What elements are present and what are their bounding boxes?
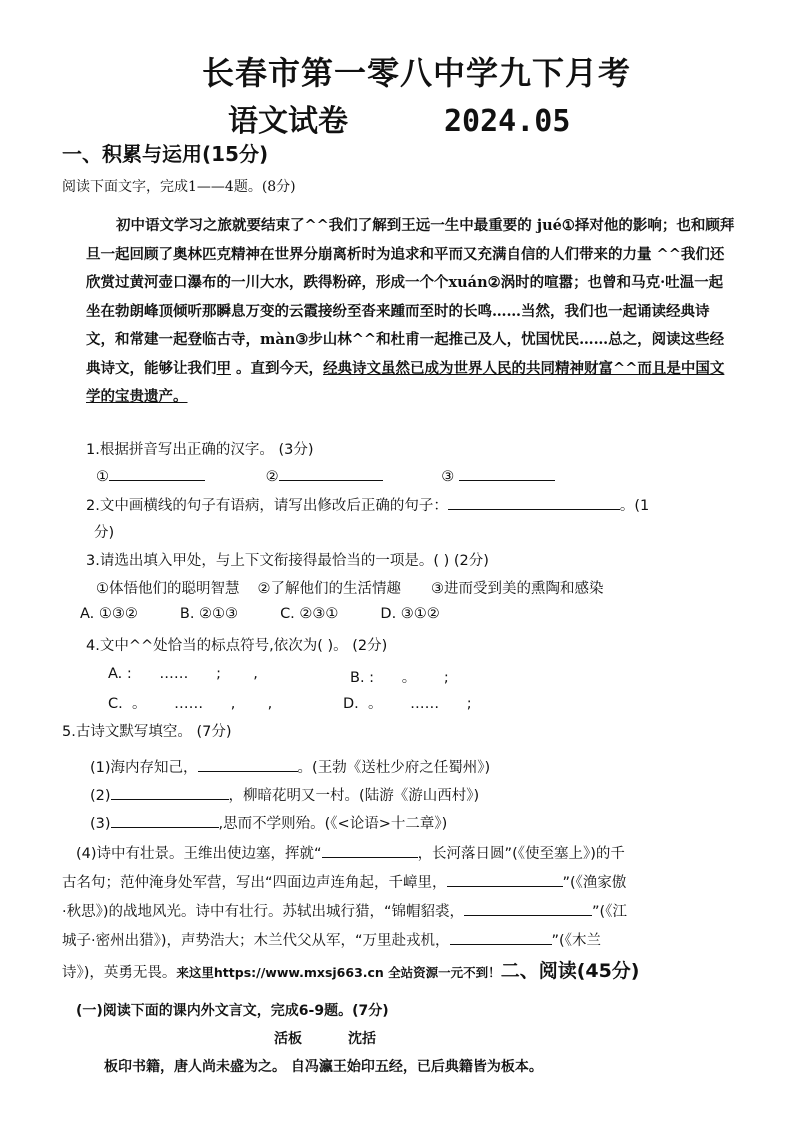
answer-blank-2[interactable]	[279, 466, 383, 481]
section-2-title: 二、阅读(45分)	[500, 960, 640, 982]
answer-blank-q2[interactable]	[448, 495, 620, 510]
poem-blank-1[interactable]	[198, 757, 298, 772]
text-title	[274, 1028, 376, 1048]
poem-blank-4[interactable]	[322, 843, 418, 858]
text-title-name: 活板	[274, 1031, 302, 1047]
poem-blank-6[interactable]	[464, 901, 592, 916]
question-1: 1.根据拼音写出正确的汉字。 (3分)	[86, 442, 314, 458]
exam-date: 2024.05	[444, 104, 571, 139]
poem-line-4: (4)诗中有壮景。王维出使边塞，挥就“ ，长河落日圆”(《使至塞上》)的千	[76, 842, 625, 863]
section-1-title: 一、积累与运用(15分)	[62, 142, 269, 166]
choice-b[interactable]: B. ②①③	[179, 606, 239, 622]
choice-d[interactable]: D. ③①②	[380, 606, 440, 622]
exam-subtitle	[228, 96, 570, 140]
poem-line-8: 诗》)，英勇无畏。来这里https://www.mxsj663.cn 全站资源一元不到！二、阅读(45分)	[62, 960, 640, 982]
passage-underlined-sentence: 经典诗文虽然已成为世界人民的共同精神财富^^而且是中国文学的宝贵遗产。	[86, 359, 725, 405]
classical-text: 板印书籍，唐人尚未盛为之。 自冯瀛王始印五经，已后典籍皆为板本。	[104, 1059, 543, 1075]
answer-blank-3[interactable]	[459, 466, 555, 481]
passage-text-1: 初中语文学习之旅就要结束了^^我们了解到王远一生中最重要的 jué①择对他的影响；也和顾拜旦一起回顾了奥林匹克精神在世界分崩离析时为追求和平而又充满自信的人们带来的力量 ^^我们还欣赏过黄河壶口瀑布的一川大水，跌得粉碎，形成一个个xuán②涡时的喧嚣；也曾和马克·吐温一起坐在勃朗峰顶倾听那瞬息万变的云霞接纷至沓来踵而至时的长鸣……当然，我们也一起诵读经典诗文，和常建一起登临古寺，màn③步山林^^和杜甫一起推己及人，忧国忧民……总之，阅读这些经典诗文，能够让我们	[86, 217, 735, 377]
poem-blank-7[interactable]	[450, 930, 552, 945]
poem-line-1: (1)海内存知己， 。(王勃《送杜少府之任蜀州》)	[90, 756, 490, 777]
choice-c[interactable]: C. ②③①	[280, 606, 339, 622]
question-5: 5.古诗文默写填空。 (7分)	[62, 724, 232, 740]
reading-intro: (一)阅读下面的课内外文言文，完成6-9题。(7分)	[76, 1003, 389, 1019]
subject-label: 语文试卷	[228, 104, 348, 139]
question-2-score: 分)	[94, 525, 115, 541]
question-3-options: ①体悟他们的聪明智慧 ②了解他们的生活情趣 ③进而受到美的熏陶和感染	[96, 581, 604, 597]
poem-blank-2[interactable]	[111, 785, 229, 800]
text-author: 沈括	[348, 1031, 376, 1047]
poem-line-7: 城子·密州出猎》)，声势浩大；木兰代父从军，“万里赴戎机， ”(《木兰	[62, 929, 601, 950]
question-4: 4.文中^^处恰当的标点符号,依次为( )。 (2分)	[86, 638, 388, 654]
poem-blank-5[interactable]	[447, 872, 563, 887]
poem-line-2: (2) ，柳暗花明又一村。(陆游《游山西村》)	[90, 784, 479, 805]
choice-4b[interactable]: B. : 。 ;	[350, 670, 449, 686]
site-advert[interactable]: 来这里https://www.mxsj663.cn 全站资源一元不到！	[176, 965, 501, 980]
choice-4c[interactable]: C. 。 …… , ,	[108, 696, 273, 712]
poem-line-3: (3) ,思而不学则殆。(《<论语>十二章》)	[90, 812, 447, 833]
question-2: 2.文中画横线的句子有语病，请写出修改后正确的句子： 。(1	[86, 494, 649, 515]
poem-line-5: 古名句；范仲淹身处军营，写出“四面边声连角起，千嶂里， ”(《渔家傲	[62, 871, 626, 892]
section-1-intro: 阅读下面文字，完成1——4题。(8分)	[62, 179, 296, 195]
poem-line-6: ·秋思》)的战地风光。诗中有壮行。苏轼出城行猎，“锦帽貂裘， ”(《江	[62, 900, 627, 921]
question-3: 3.请选出填入甲处，与上下文衔接得最恰当的一项是。( ) (2分)	[86, 553, 489, 569]
reading-passage	[86, 212, 736, 412]
passage-blank-jia: 甲	[216, 359, 231, 377]
passage-text-2: 。直到今天，	[231, 359, 324, 377]
choice-4d[interactable]: D. 。 …… ;	[343, 696, 472, 712]
question-3-choices	[80, 606, 440, 622]
poem-blank-3[interactable]	[111, 813, 219, 828]
question-1-blanks: ① ② ③	[96, 466, 555, 485]
answer-blank-1[interactable]	[109, 466, 205, 481]
exam-title: 长春市第一零八中学九下月考	[201, 54, 631, 92]
choice-4a[interactable]: A. : …… ; ,	[108, 666, 258, 682]
choice-a[interactable]: A. ①③②	[80, 606, 138, 622]
